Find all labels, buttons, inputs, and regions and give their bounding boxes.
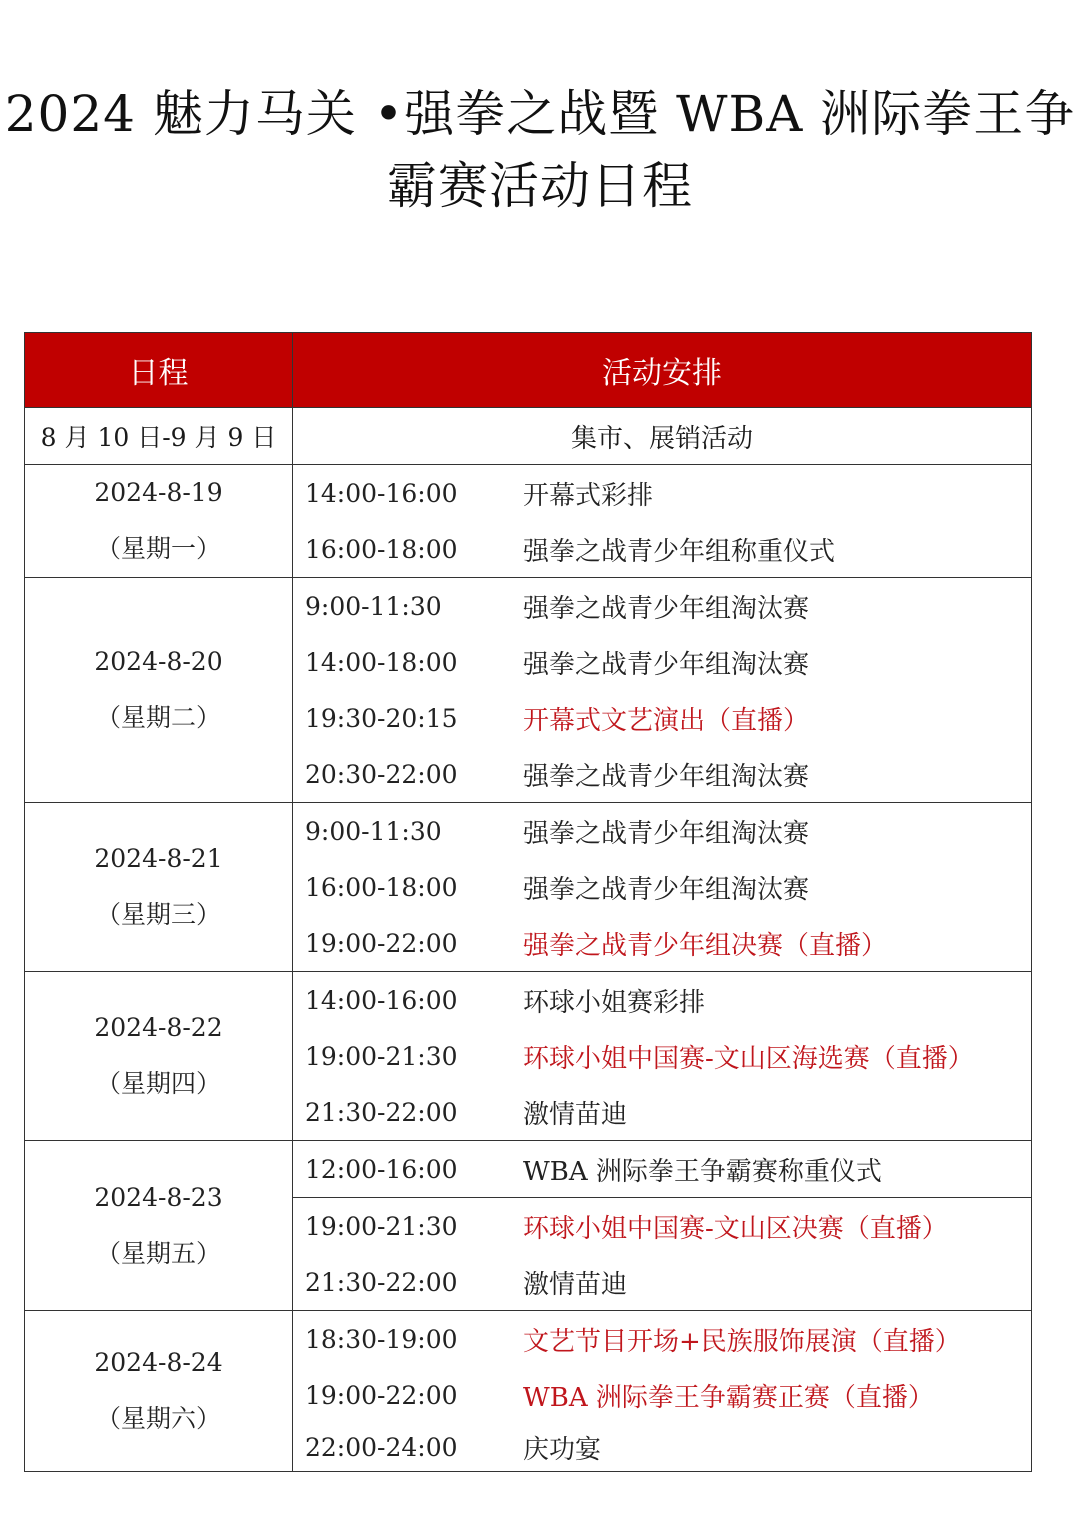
activity-name: 庆功宴 (523, 1434, 602, 1465)
activity-name: 开幕式彩排 (523, 480, 654, 511)
activity-time: 16:00-18:00 (305, 534, 458, 564)
day-activities-cell (293, 1311, 1032, 1472)
activity-name: 环球小姐赛彩排 (523, 987, 706, 1018)
activity-item (293, 634, 1031, 690)
day-activities-cell (293, 1141, 1032, 1311)
day-date: 2024-8-22 (94, 1013, 223, 1042)
activity-time: 19:00-21:30 (305, 1041, 458, 1071)
activity-time: 9:00-11:30 (305, 591, 442, 621)
title-line-1: 2024 魅力马关 •强拳之战暨 WBA 洲际拳王争 (4, 85, 1076, 143)
activity-item (293, 803, 1031, 859)
activity-item (293, 1028, 1031, 1084)
day-weekday: （星期五） (95, 1238, 221, 1268)
table-row (25, 578, 1032, 803)
activity-item (293, 915, 1031, 971)
activity-time: 19:00-22:00 (305, 928, 458, 958)
day-date-cell (25, 578, 293, 803)
activity-time: 14:00-16:00 (305, 478, 458, 508)
activity-time: 19:00-21:30 (305, 1211, 458, 1241)
activity-name-live: 开幕式文艺演出（直播） (523, 705, 810, 736)
header-activity: 活动安排 (293, 333, 1032, 408)
activity-item (293, 578, 1031, 634)
activity-name: 强拳之战青少年组淘汰赛 (523, 818, 810, 849)
activity-time: 21:30-22:00 (305, 1267, 458, 1297)
day-activities-cell (293, 578, 1032, 803)
day-date: 2024-8-19 (94, 478, 223, 507)
page-title (0, 78, 1080, 222)
activity-time: 16:00-18:00 (305, 872, 458, 902)
activity-name: WBA 洲际拳王争霸赛称重仪式 (523, 1156, 882, 1187)
header-date: 日程 (25, 333, 293, 408)
activity-item (293, 690, 1031, 746)
table-header-row (25, 333, 1032, 408)
activity-item (293, 972, 1031, 1028)
day-date-cell (25, 972, 293, 1141)
day-activities-cell (293, 803, 1032, 972)
market-date: 8 月 10 日-9 月 9 日 (25, 408, 293, 465)
activity-time: 19:30-20:15 (305, 703, 458, 733)
activity-item (293, 1423, 1031, 1471)
day-weekday: （星期一） (95, 534, 221, 563)
activity-time: 21:30-22:00 (305, 1097, 458, 1127)
activity-time: 12:00-16:00 (305, 1154, 458, 1184)
activity-name-live: 环球小姐中国赛-文山区决赛（直播） (523, 1213, 948, 1244)
activity-item (293, 1254, 1031, 1310)
table-row (25, 803, 1032, 972)
activity-item (293, 1084, 1031, 1140)
day-weekday: （星期六） (95, 1404, 221, 1433)
activity-item (293, 746, 1031, 802)
table-row (25, 972, 1032, 1141)
activity-name-live: 环球小姐中国赛-文山区海选赛（直播） (523, 1043, 974, 1074)
day-date-cell (25, 803, 293, 972)
activity-name-live: WBA 洲际拳王争霸赛正赛（直播） (523, 1382, 934, 1413)
activity-item (293, 1141, 1031, 1197)
market-row (25, 408, 1032, 465)
day-activities-cell (293, 465, 1032, 578)
market-activity: 集市、展销活动 (293, 408, 1032, 465)
schedule-table (24, 332, 1032, 1472)
activity-name: 强拳之战青少年组称重仪式 (523, 536, 836, 567)
activity-time: 14:00-16:00 (305, 985, 458, 1015)
title-line-2: 霸赛活动日程 (387, 157, 693, 215)
activity-name: 强拳之战青少年组淘汰赛 (523, 761, 810, 792)
day-activities-cell (293, 972, 1032, 1141)
activity-item (293, 521, 1031, 577)
activity-time: 9:00-11:30 (305, 816, 442, 846)
activity-item (293, 859, 1031, 915)
day-weekday: （星期二） (95, 703, 221, 732)
activity-item (293, 1197, 1031, 1254)
activity-name: 激情苗迪 (523, 1269, 628, 1300)
day-weekday: （星期四） (95, 1069, 221, 1098)
day-date: 2024-8-20 (94, 647, 223, 676)
activity-time: 19:00-22:00 (305, 1380, 458, 1410)
activity-item (293, 1367, 1031, 1423)
table-row (25, 465, 1032, 578)
activity-name: 强拳之战青少年组淘汰赛 (523, 649, 810, 680)
day-weekday: （星期三） (95, 900, 221, 929)
activity-name: 激情苗迪 (523, 1099, 628, 1130)
activity-time: 22:00-24:00 (305, 1432, 458, 1462)
activity-item (293, 465, 1031, 521)
day-date: 2024-8-21 (94, 844, 223, 873)
activity-name-live: 文艺节目开场+民族服饰展演（直播） (523, 1326, 961, 1357)
table-row (25, 1311, 1032, 1472)
day-date: 2024-8-24 (94, 1348, 223, 1377)
day-date-cell (25, 1311, 293, 1472)
activity-name-live: 强拳之战青少年组决赛（直播） (523, 930, 888, 961)
activity-name: 强拳之战青少年组淘汰赛 (523, 593, 810, 624)
table-row (25, 1141, 1032, 1311)
day-date: 2024-8-23 (94, 1182, 223, 1212)
activity-name: 强拳之战青少年组淘汰赛 (523, 874, 810, 905)
activity-item (293, 1311, 1031, 1367)
activity-time: 14:00-18:00 (305, 647, 458, 677)
activity-time: 18:30-19:00 (305, 1324, 458, 1354)
day-date-cell (25, 1141, 293, 1311)
activity-time: 20:30-22:00 (305, 759, 458, 789)
day-date-cell (25, 465, 293, 578)
